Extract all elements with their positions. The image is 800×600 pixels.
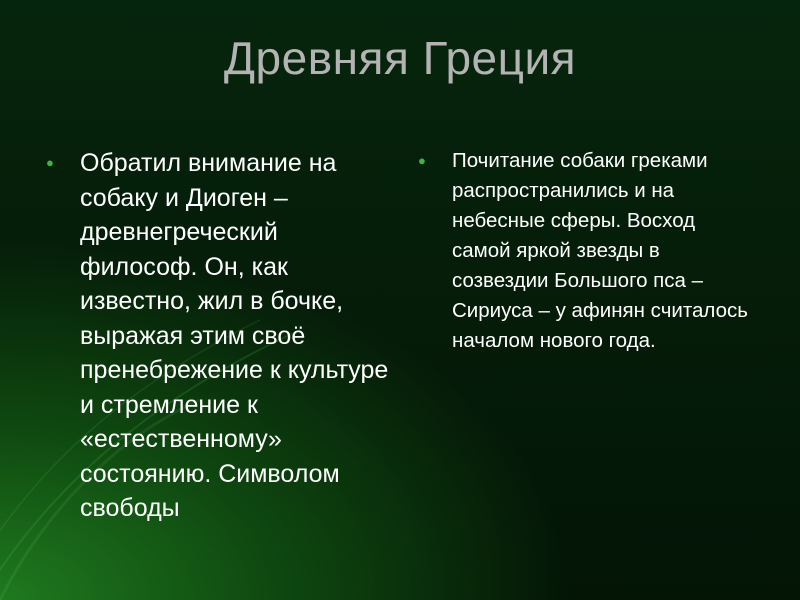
left-bullet-text: Обратил внимание на собаку и Диоген – древнегреческий философ. Он, как известно, жил в бочке, выражая этим своё пренебрежение к культуре и стремление к «естественному» состоянию. Символом свободы xyxy=(80,149,389,522)
slide-title: Древняя Греция xyxy=(223,32,577,84)
bullet-icon: ● xyxy=(418,153,426,168)
right-bullet-item xyxy=(418,146,748,356)
left-bullet-item xyxy=(46,146,391,526)
left-column xyxy=(46,146,391,526)
right-column xyxy=(418,146,748,356)
bullet-icon: ● xyxy=(46,155,54,170)
right-bullet-text: Почитание собаки греками распространились и на небесные сферы. Восход самой яркой звезды в созвездии Большого пса – Сириуса – у афинян считалось началом нового года. xyxy=(452,149,748,352)
